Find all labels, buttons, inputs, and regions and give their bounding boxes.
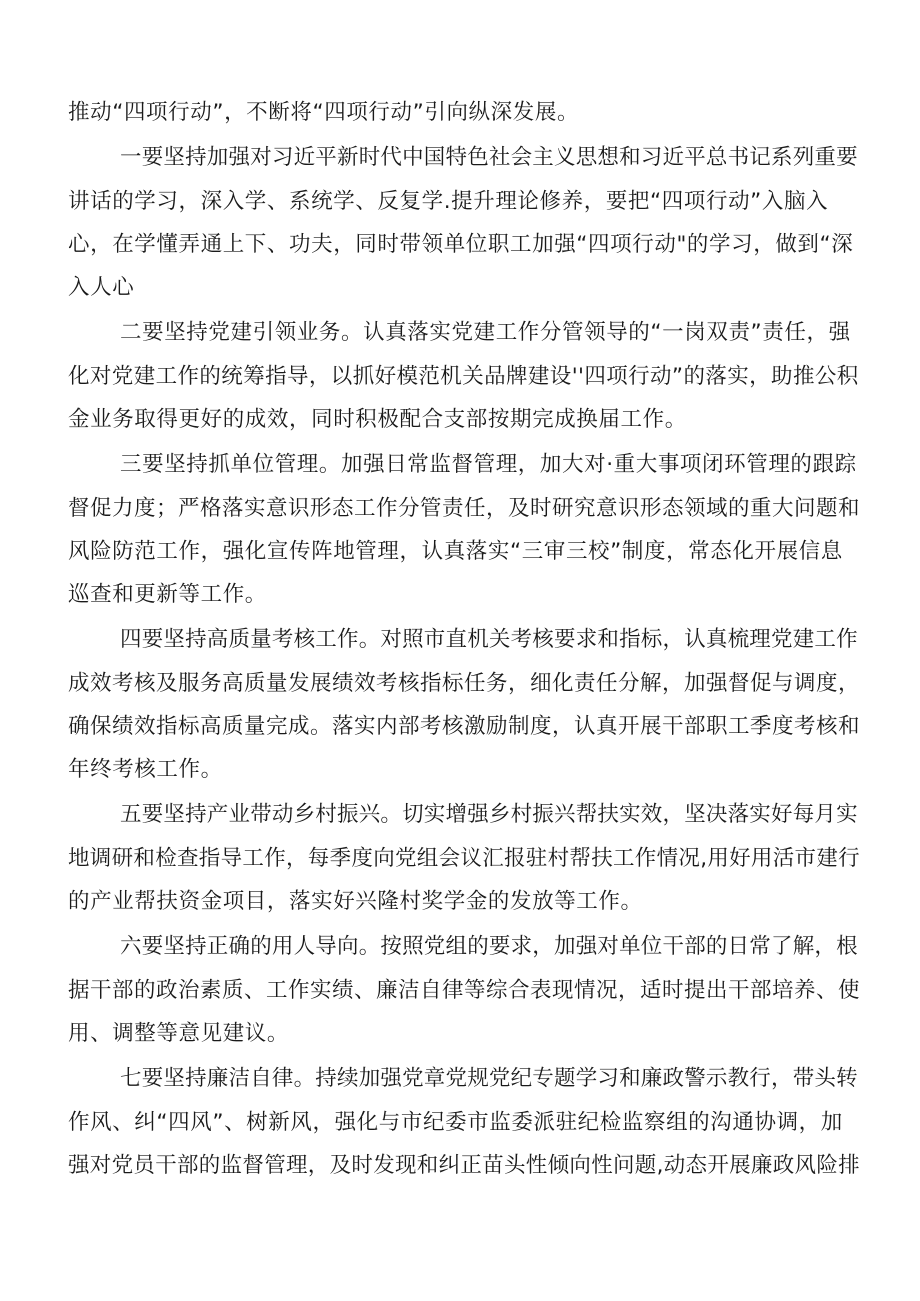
text-line: 金业务取得更好的成效，同时积极配合支部按期完成换届工作。 bbox=[68, 407, 687, 432]
text-line: 作风、纠“四风”、树新风，强化与市纪委市监委派驻纪检监察组的沟通协调，加 bbox=[68, 1110, 843, 1135]
text-line: 推动“四项行动”，不断将“四项行动”引向纵深发展。 bbox=[68, 100, 580, 125]
paragraph-first-line: 四要坚持高质量考核工作。对照市直机关考核要求和指标，认真梳理党建工作 bbox=[120, 627, 858, 652]
text-line: 据干部的政治素质、工作实绩、廉洁自律等综合表现情况，适时提出干部培养、使 bbox=[68, 978, 861, 1003]
paragraph-first-line: 二要坚持党建引领业务。认真落实党建工作分管领导的“一岗双责”责任，强 bbox=[120, 320, 851, 345]
text-line: 确保绩效指标高质量完成。落实内部考核激励制度，认真开展干部职工季度考核和 bbox=[68, 714, 861, 739]
text-line: 督促力度；严格落实意识形态工作分管责任，及时研究意识形态领域的重大问题和 bbox=[68, 496, 861, 521]
text-line: 心，在学懂弄通上下、功夫，同时带领单位职工加强“四项行动"的学习，做到“深 bbox=[68, 232, 854, 257]
text-line: 强对党员干部的监督管理，及时发现和纠正苗头性倾向性问题,动态开展廉政风险排 bbox=[68, 1153, 860, 1178]
text-line: 巡查和更新等工作。 bbox=[68, 582, 267, 607]
text-line: 入人心 bbox=[68, 275, 135, 300]
paragraph-first-line: 五要坚持产业带动乡村振兴。切实增强乡村振兴帮扶实效，坚决落实好每月实 bbox=[120, 802, 858, 827]
paragraph-first-line: 六要坚持正确的用人导向。按照党组的要求，加强对单位干部的日常了解，根 bbox=[120, 934, 858, 959]
text-line: 用、调整等意见建议。 bbox=[68, 1021, 290, 1046]
text-line: 化对党建工作的统筹指导，以抓好模范机关品牌建设''四项行动”的落实，助推公积 bbox=[68, 364, 859, 389]
text-line: 风险防范工作，强化宣传阵地管理，认真落实“三审三校”制度，常态化开展信息 bbox=[68, 539, 843, 564]
text-line: 年终考核工作。 bbox=[68, 757, 223, 782]
text-line: 成效考核及服务高质量发展绩效考核指标任务，细化责任分解，加强督促与调度， bbox=[68, 671, 861, 696]
paragraph-first-line: 七要坚持廉洁自律。持续加强党章党规党纪专题学习和廉政警示教行，带头转 bbox=[120, 1066, 858, 1091]
paragraph-first-line: 一要坚持加强对习近平新时代中国特色社会主义思想和习近平总书记系列重要 bbox=[120, 145, 858, 170]
text-line: 的产业帮扶资金项目，落实好兴隆村奖学金的发放等工作。 bbox=[68, 889, 643, 914]
text-line: 讲话的学习，深入学、系统学、反复学.提升理论修养，要把“四项行动”入脑入 bbox=[68, 189, 829, 214]
paragraph-first-line: 三要坚持抓单位管理。加强日常监督管理，加大对·重大事项闭环管理的跟踪 bbox=[120, 452, 857, 477]
text-line: 地调研和检查指导工作，每季度向党组会议汇报驻村帮扶工作情况,用好用活市建行 bbox=[68, 846, 860, 871]
